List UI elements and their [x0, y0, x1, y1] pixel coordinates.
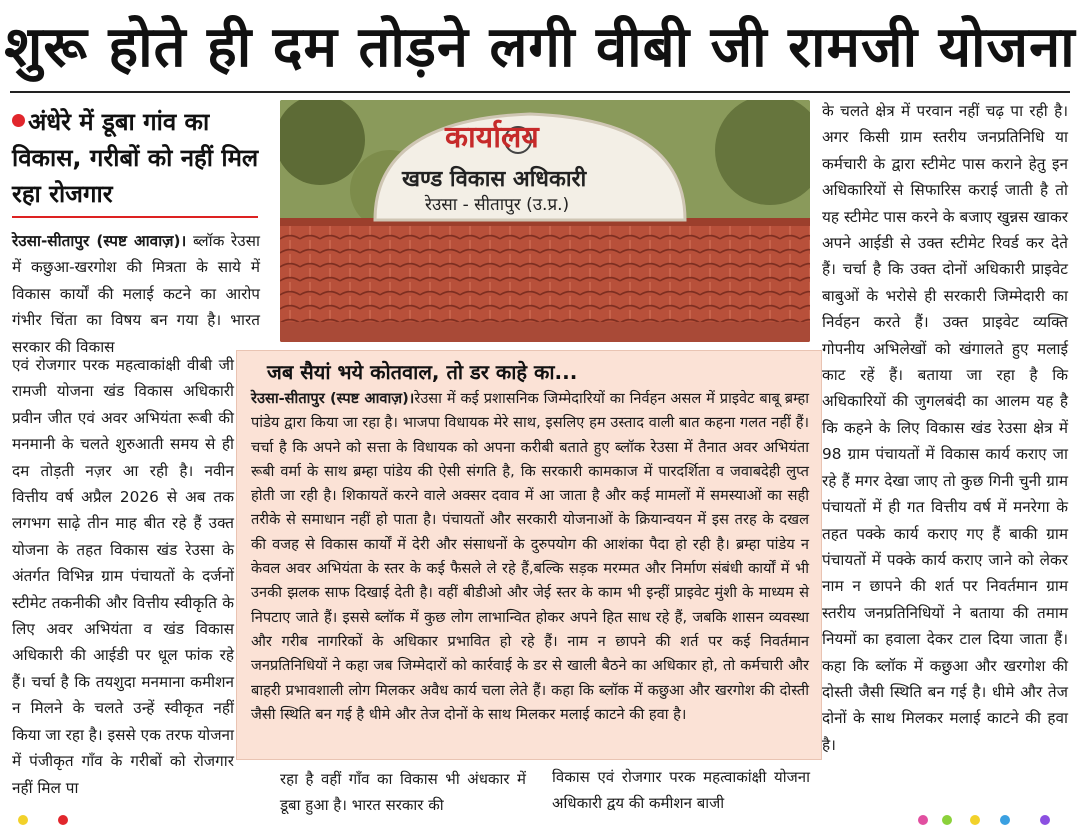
sub-headline [12, 104, 262, 212]
left-column-lower [12, 352, 234, 801]
left-top-text: ब्लॉक रेउसा में कछुआ-खरगोश की मित्रता के साये में विकास कार्यों की मलाई कटने का आरोप गंभीर चिंता का विषय बन गया है। भारत सरकार की विकास [12, 232, 260, 356]
bottom-snippet-2-text: विकास एवं रोजगार परक महत्वाकांक्षी योजना अधिकारी द्वय की कमीशन बाजी [552, 768, 810, 812]
color-dots-strip [0, 815, 1080, 824]
bottom-snippet-2 [552, 764, 810, 816]
box-body [251, 387, 809, 727]
sub-headline-rule [12, 216, 258, 218]
sign-line-3: रेउसा - सीतापुर (उ.प्र.) [425, 195, 570, 215]
red-bullet-icon [12, 114, 25, 127]
bottom-snippet-1 [280, 766, 526, 818]
bottom-snippet-1-text: रहा है वहीं गाँव का विकास भी अंधकार में डूबा हुआ है। भारत सरकार की [280, 770, 526, 814]
box-dateline: रेउसा-सीतापुर (स्पष्ट आवाज़)। [251, 390, 415, 407]
sub-headline-text: अंधेरे में डूबा गांव का विकास, गरीबों को नहीं मिल रहा रोजगार [12, 108, 259, 208]
box-title: जब सैयां भये कोतवाल, तो डर काहे का... [267, 360, 578, 384]
sign-line-2: खण्ड विकास अधिकारी [402, 167, 587, 192]
headline: शुरू होते ही दम तोड़ने लगी वीबी जी रामजी योजना [4, 15, 1076, 80]
sidebar-box [236, 350, 822, 760]
left-dateline: रेउसा-सीतापुर (स्पष्ट आवाज़)। [12, 232, 187, 250]
right-column [822, 98, 1068, 758]
left-column-top [12, 228, 260, 360]
box-text: रेउसा में कई प्रशासनिक जिम्मेदारियों का निर्वहन असल में प्राइवेट बाबू ब्रम्हा पांडेय द्वारा किया जा रहा है। भाजपा विधायक मेरे साथ, इसलिए हम उस्ताद वाली बात कहना गलत नहीं हैं। चर्चा है कि अपने को सत्ता के विधायक को अपना करीबी बताते हुए ब्लॉक रेउसा में तैनात अवर अभियंता रूबी वर्मा के साथ ब्रम्हा पांडेय की ऐसी संगति है, कि सरकारी कामकाज में पारदर्शिता व जवाबदेही लुप्त होती जा रही है। शिकायतें करने वाले अक्सर दवाव में आ जाता है और कई मामलों में समस्याओं का सही तरीके से समाधान नहीं हो पाता है। पंचायतों और सरकारी योजनाओं के क्रियान्वयन में इस तरह के दखल की वजह से विकास कार्यों में देरी और संसाधनों के दुरुपयोग की आशंका पैदा हो रही है। ब्रम्हा पांडेय न केवल अवर अभियंता के स्तर के कई फैसले ले रहे हैं,बल्कि सड़क मरम्मत और निर्माण संबंधी कार्यों में भी उनकी झलक साफ दिखाई देती है। वहीं बीडीओ और जेई स्तर के काम भी इन्हीं प्राइवेट मुंशी के माध्यम से निपटाए जाते हैं। इससे ब्लॉक में कुछ लोग लाभान्वित होकर अपने हित साध रहे हैं, जबकि शासन व्यवस्था और गरीब नागरिकों के अधिकार प्रभावित हो रहे हैं। नाम न छापने की शर्त पर कई निवर्तमान जनप्रतिनिधियों ने कहा जब जिम्मेदारों को कार्रवाई के डर से खाली बैठने का अधिकार हो, तो कर्मचारी और बाहरी प्रभावशाली लोग मिलकर अवैध कार्य चला लेते हैं। कहा कि ब्लॉक में कछुआ और खरगोश की दोस्ती जैसी स्थिति बन गई है धीमे और तेज दोनों के साथ मिलकर मलाई काटने की हवा है। [251, 390, 809, 723]
office-sign-photo [280, 100, 810, 342]
sign-line-1: कार्यालय [445, 120, 539, 155]
right-column-text: के चलते क्षेत्र में परवान नहीं चढ़ पा रही है।अगर किसी ग्राम स्तरीय जनप्रतिनिधि या कर्मचारी के द्वारा स्टीमेट पास कराने हेतु इन अधिकारियों से सिफारिस कराई जाती है तो यह स्टीमेट पास करने के बजाए खुन्नस खाकर अपने आईडी से उक्त स्टीमेट रिवर्ड कर देते हैं। चर्चा है कि उक्त दोनों अधिकारी प्राइवेट बाबुओं के भरोसे ही सरकारी जिम्मेदारी का निर्वहन करते हैं। उक्त प्राइवेट व्यक्ति गोपनीय अभिलेखों को खंगालते हुए मलाई काट रहें हैं। बताया जा रहा है कि अधिकारियों की जुगलबंदी का आलम यह है कि कहने के लिए विकास खंड रेउसा क्षेत्र में 98 ग्राम पंचायतों में विकास कार्य कराए जा रहे हैं मगर देखा जाए तो कुछ गिनी चुनी ग्राम पंचायतों में ही गत वित्तीय वर्ष में मनरेगा के तहत पक्के कार्य कराए गए हैं बाकी ग्राम पंचायतों में पक्के कार्य कराए जाने को लेकर नाम न छापने की शर्त पर निवर्तमान ग्राम स्तरीय जनप्रतिनिधियों ने बताया की तमाम नियमों का हवाला देकर टाल दिया जाता हैं। कहा कि ब्लॉक में कछुआ और खरगोश की दोस्ती जैसी स्थिति बन गई है। धीमे और तेज दोनों के साथ मिलकर मलाई काटने की हवा है। [822, 102, 1068, 754]
headline-rule [10, 91, 1070, 93]
left-lower-text: एवं रोजगार परक महत्वाकांक्षी वीबी जी रामजी योजना खंड विकास अधिकारी प्रवीन जीत एवं अवर अभियंता रूबी की मनमानी के चलते शुरुआती समय से ही दम तोड़ती नज़र आ रही है। नवीन वित्तीय वर्ष अप्रैल 2026 से अब तक लगभग साढ़े तीन माह बीत रहे हैं उक्त योजना के तहत विकास खंड रेउसा के अंतर्गत विभिन्न ग्राम पंचायतों के दर्जनों स्टीमेट तकनीकी और वित्तीय स्वीकृति के लिए अवर अभियंता व खंड विकास अधिकारी की आईडी पर धूल फांक रहे हैं। चर्चा है कि तयशुदा मनमाना कमीशन न मिलने के चलते उन्हें स्वीकृत नहीं किया जा रहा है। इससे एक तरफ योजना में पंजीकृत गाँव के गरीबों को रोजगार नहीं मिल पा [12, 356, 234, 797]
